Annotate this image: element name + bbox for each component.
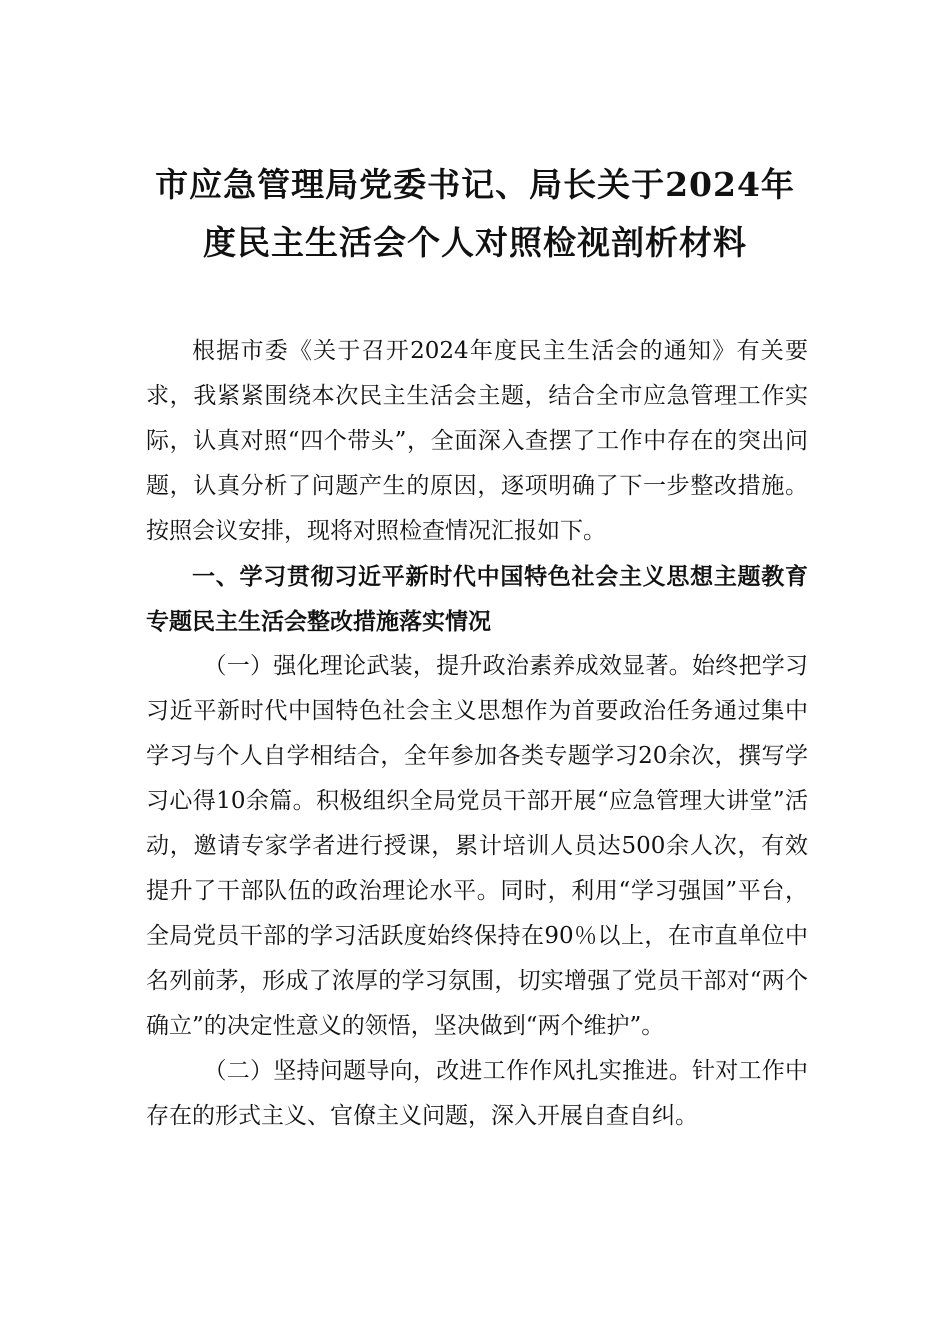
title-line-1: 市应急管理局党委书记、局长关于2024年 bbox=[155, 165, 795, 204]
intro-paragraph: 根据市委《关于召开2024年度民主生活会的通知》有关要求，我紧紧围绕本次民主生活会主题，结合全市应急管理工作实际，认真对照“四个带头”，全面深入查摆了工作中存在的突出问题，认真分析了问题产生的原因，逐项明确了下一步整改措施。按照会议安排，现将对照检查情况汇报如下。 bbox=[146, 338, 808, 544]
section-1-item-1: （一）强化理论武装，提升政治素养成效显著。始终把学习习近平新时代中国特色社会主义思想作为首要政治任务通过集中学习与个人自学相结合，全年参加各类专题学习20余次，撰写学习心得10余篇。积极组织全局党员干部开展“应急管理大讲堂”活动，邀请专家学者进行授课，累计培训人员达500余人次，有效提升了干部队伍的政治理论水平。同时，利用“学习强国”平台，全局党员干部的学习活跃度始终保持在90％以上，在市直单位中名列前茅，形成了浓厚的学习氛围，切实增强了党员干部对“两个确立”的决定性意义的领悟，坚决做到“两个维护”。 bbox=[146, 653, 808, 1039]
document-body bbox=[146, 329, 808, 1139]
title-line-2: 度民主生活会个人对照检视剖析材料 bbox=[203, 223, 747, 262]
document-title bbox=[120, 156, 830, 272]
section-1-heading: 一、学习贯彻习近平新时代中国特色社会主义思想主题教育专题民主生活会整改措施落实情况 bbox=[146, 563, 808, 635]
section-1-item-2: （二）坚持问题导向，改进工作作风扎实推进。针对工作中存在的形式主义、官僚主义问题，深入开展自查自纠。 bbox=[146, 1058, 808, 1129]
